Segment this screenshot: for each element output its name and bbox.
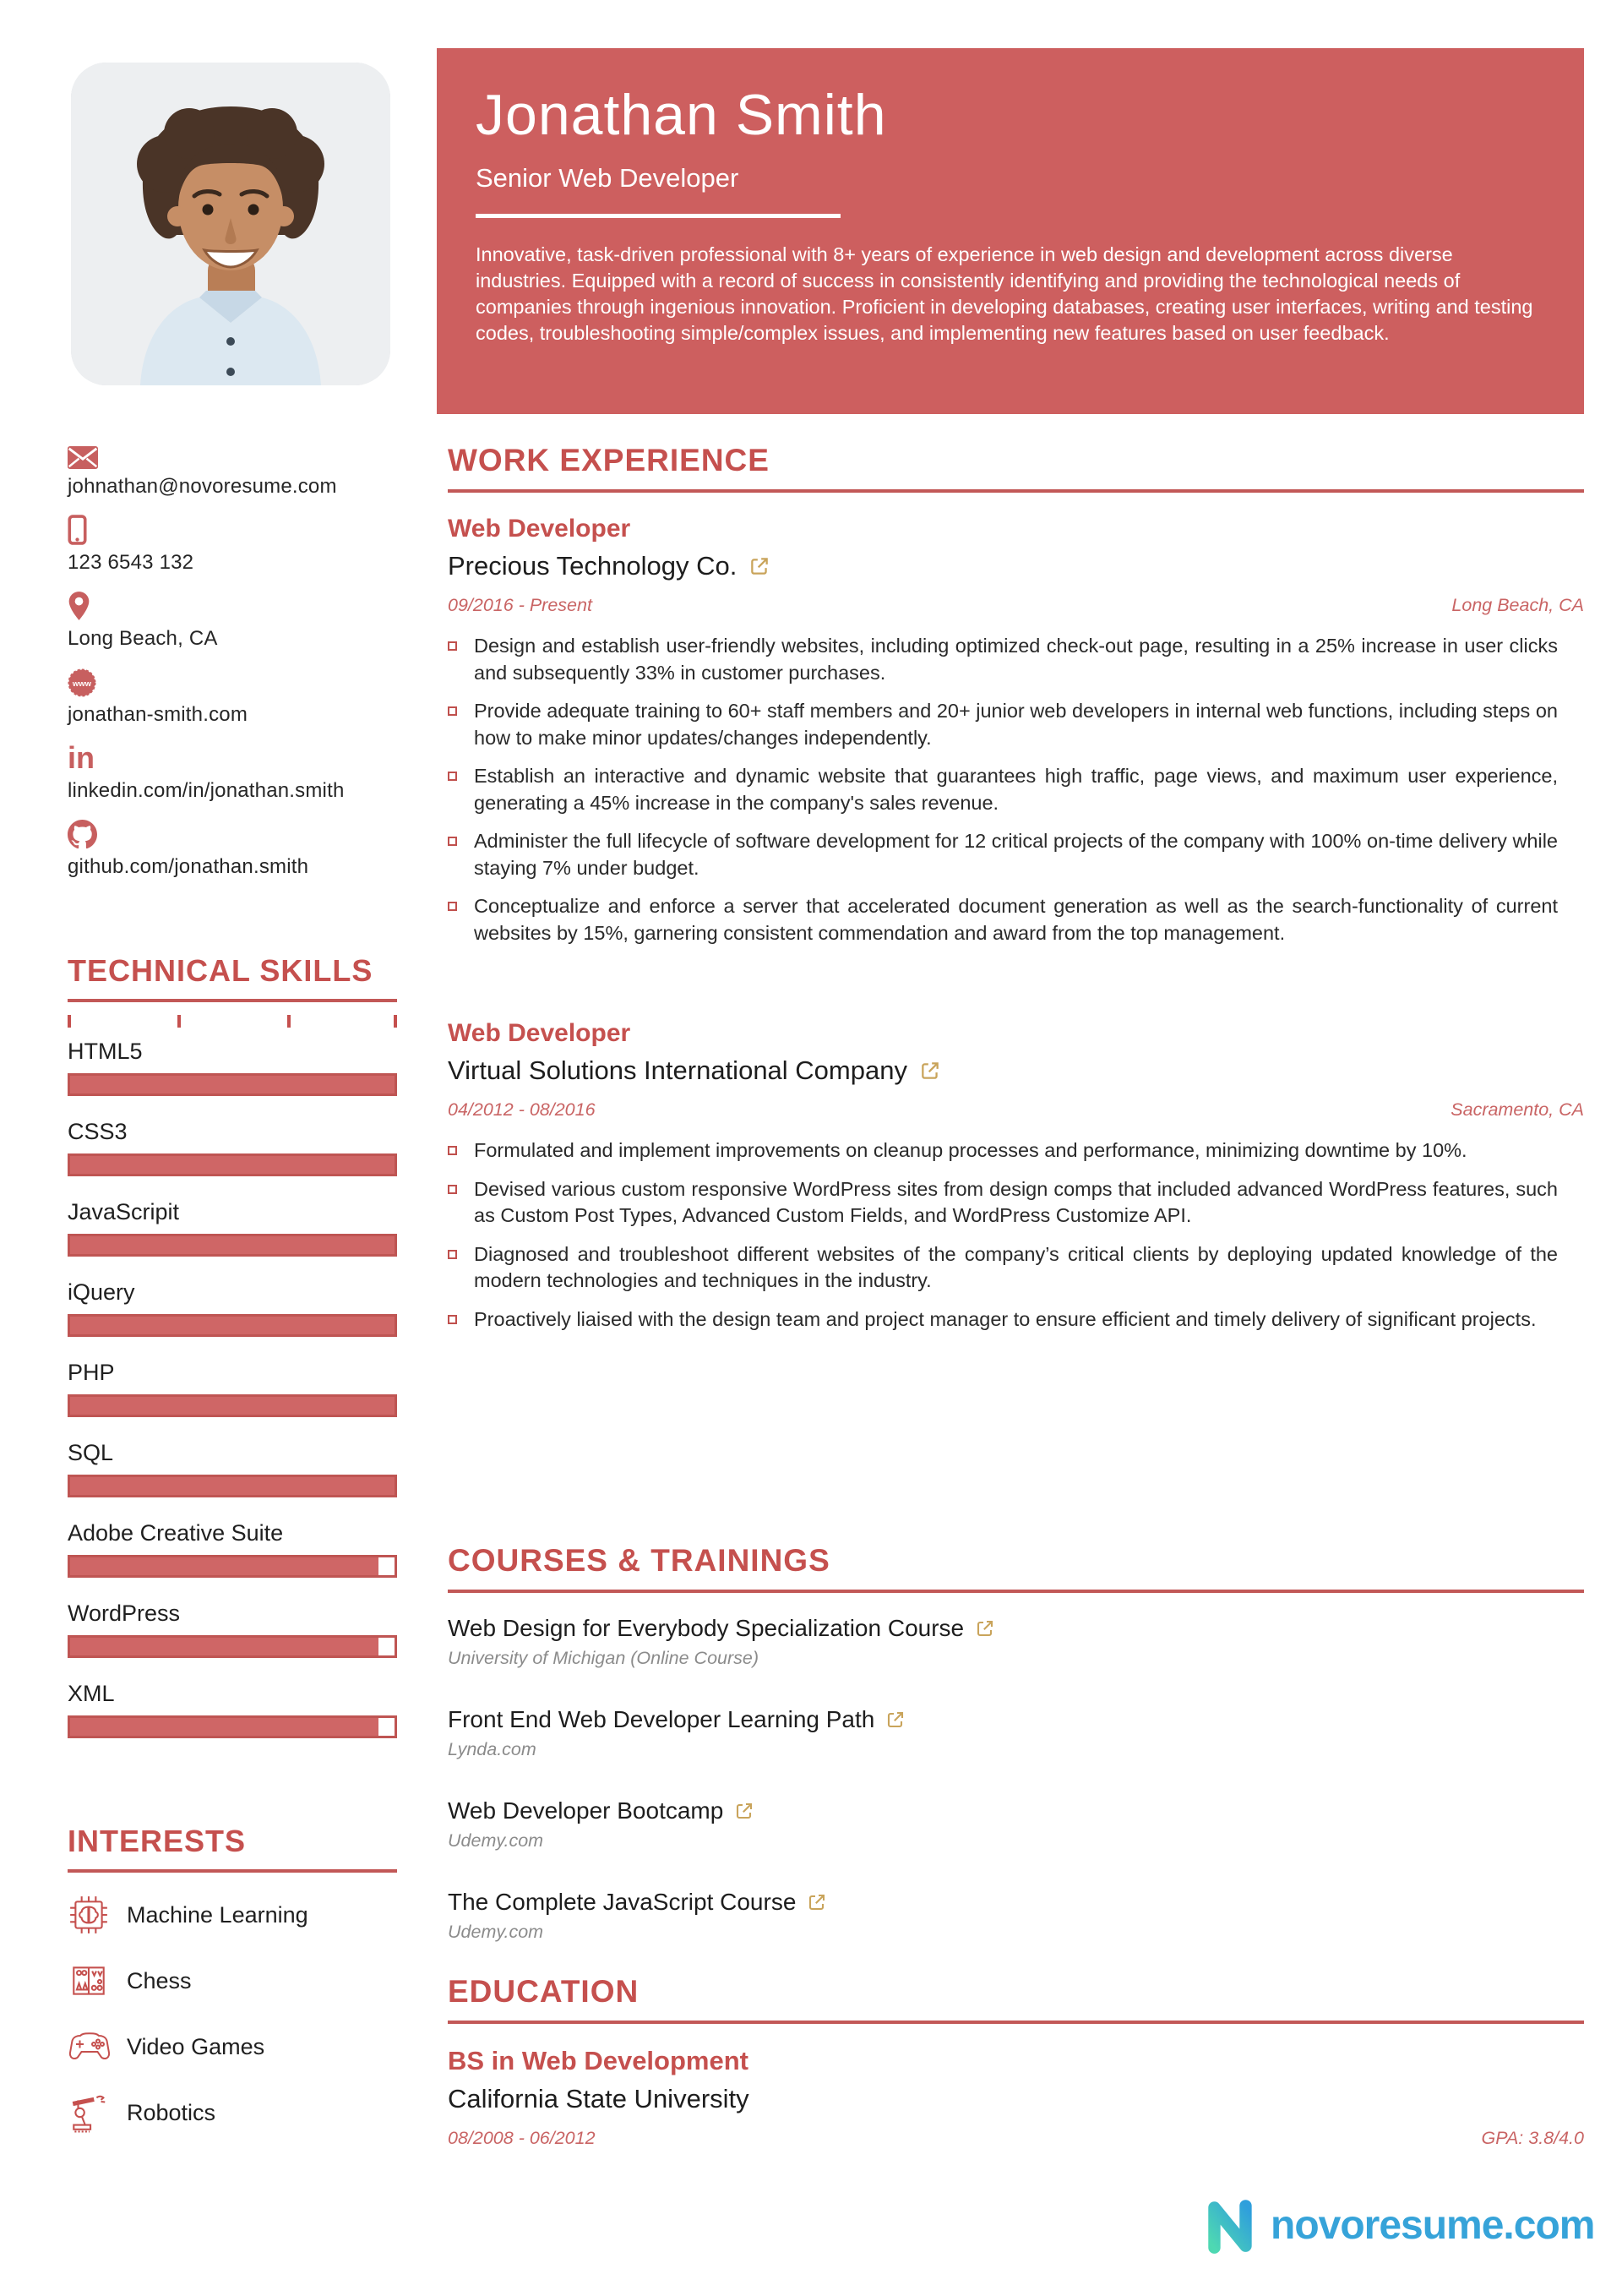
bullet-square-icon	[448, 902, 457, 911]
education-title: EDUCATION	[448, 1974, 1584, 2024]
job-bullet	[448, 1176, 1584, 1230]
bullet-text: Establish an interactive and dynamic website that guarantees high traffic, page views, and maximum user experience, generating a 45% increase in the company's sales revenue.	[474, 765, 1558, 814]
linkedin-value[interactable]: linkedin.com/in/jonathan.smith	[68, 779, 345, 802]
skill-bar	[68, 1234, 397, 1257]
skill-name: PHP	[68, 1360, 115, 1385]
education-section	[448, 1974, 1584, 2149]
skill-name: XML	[68, 1681, 115, 1706]
skill-name: Adobe Creative Suite	[68, 1520, 284, 1546]
technical-skills-title: TECHNICAL SKILLS	[68, 953, 397, 1002]
external-link-icon[interactable]	[885, 1710, 906, 1730]
novoresume-logo-icon	[1200, 2194, 1262, 2256]
skill-item	[68, 1039, 397, 1096]
profile-summary: Innovative, task-driven professional with 8+ years of experience in web design and development across diverse industries. Equipped with a record of success in consistently identifying and providing the technological needs of companies through ingenious innovation. Proficient in developing databases, creating user interfaces, writing and testing codes, troubleshooting simple/complex issues, and implementing new features based on user feedback.	[476, 243, 1533, 344]
external-link-icon[interactable]	[734, 1801, 754, 1821]
skill-bar	[68, 1715, 397, 1738]
skill-bar-fill	[70, 1397, 395, 1415]
skill-bar-fill	[70, 1156, 395, 1174]
bullet-text: Design and establish user-friendly websites, including optimized check-out page, resulting in a 25% increase in user clicks and subsequently 33% in customer purchases.	[474, 635, 1558, 684]
job-bullet	[448, 633, 1584, 686]
github-value[interactable]: github.com/jonathan.smith	[68, 855, 309, 878]
courses-section	[448, 1543, 1584, 1980]
skill-bar	[68, 1475, 397, 1497]
technical-skills-section	[68, 953, 397, 1761]
chess-icon	[68, 1960, 115, 2002]
bullet-square-icon	[448, 1146, 457, 1155]
bullet-text: Devised various custom responsive WordPress sites from design comps that included advanced WordPress features, such as Custom Post Types, Advanced Custom Fields, and WordPress Customize API.	[474, 1177, 1558, 1226]
interest-label: Machine Learning	[127, 1901, 308, 1928]
skill-item	[68, 1279, 397, 1337]
degree-name: BS in Web Development	[448, 2046, 748, 2075]
bullet-text: Administer the full lifecycle of software development for 12 critical projects of the company with 100% on-time delivery while staying 7% under budget.	[474, 830, 1558, 879]
interest-item	[68, 1891, 397, 1939]
job-entry	[448, 515, 1584, 946]
linkedin-icon: in	[68, 740, 95, 775]
svg-text:www: www	[72, 679, 92, 689]
course-provider: Udemy.com	[448, 1830, 544, 1851]
skill-bar	[68, 1073, 397, 1096]
skill-scale-ruler	[68, 1015, 397, 1028]
skill-name: WordPress	[68, 1601, 181, 1626]
skill-bar	[68, 1555, 397, 1578]
interest-item	[68, 2023, 397, 2070]
job-bullet	[448, 1137, 1584, 1164]
phone-icon	[68, 516, 399, 545]
novoresume-brand[interactable]	[1200, 2194, 1594, 2256]
bullet-square-icon	[448, 641, 457, 651]
job-period: 09/2016 - Present	[448, 595, 592, 615]
job-period: 04/2012 - 08/2016	[448, 1099, 596, 1120]
location-icon	[68, 592, 399, 621]
school-name: California State University	[448, 2084, 749, 2113]
skill-name: CSS3	[68, 1119, 128, 1144]
skill-item	[68, 1601, 397, 1658]
scale-tick	[287, 1015, 291, 1028]
location-value: Long Beach, CA	[68, 627, 218, 650]
education-gpa: GPA: 3.8/4.0	[1481, 2128, 1584, 2148]
bullet-text: Provide adequate training to 60+ staff members and 20+ junior web developers in internal web functions, including steps on how to make minor updates/changes independently.	[474, 700, 1558, 749]
bullet-square-icon	[448, 1185, 457, 1194]
person-name: Jonathan Smith	[476, 83, 887, 147]
course-item	[448, 1797, 1584, 1852]
job-title: Web Developer	[448, 515, 631, 543]
course-provider: Udemy.com	[448, 1922, 544, 1942]
profile-photo-illustration	[71, 63, 390, 385]
brand-text: novoresume.com	[1271, 2202, 1595, 2248]
work-experience-section	[448, 443, 1584, 1344]
bullet-square-icon	[448, 706, 457, 716]
skill-bar	[68, 1635, 397, 1658]
header-banner	[437, 48, 1584, 414]
skill-item	[68, 1681, 397, 1738]
interest-label: Robotics	[127, 2099, 216, 2125]
course-provider: University of Michigan (Online Course)	[448, 1648, 759, 1668]
education-period: 08/2008 - 06/2012	[448, 2128, 596, 2148]
course-name: Web Developer Bootcamp	[448, 1797, 724, 1824]
job-location: Long Beach, CA	[1451, 595, 1584, 615]
work-experience-title: WORK EXPERIENCE	[448, 443, 1584, 493]
job-entry	[448, 1019, 1584, 1333]
profile-photo	[71, 63, 390, 385]
machine-learning-icon	[68, 1894, 115, 1936]
course-item	[448, 1706, 1584, 1760]
phone-value: 123 6543 132	[68, 551, 194, 574]
scale-tick	[68, 1015, 71, 1028]
skill-item	[68, 1520, 397, 1578]
job-bullet	[448, 763, 1584, 816]
robotics-icon	[68, 2091, 115, 2134]
bullet-square-icon	[448, 1250, 457, 1259]
job-bullet	[448, 828, 1584, 881]
skill-bar-fill	[70, 1076, 395, 1093]
interest-item	[68, 1957, 397, 2004]
skill-bar-fill	[70, 1477, 395, 1495]
skill-bar-fill	[70, 1557, 378, 1575]
contact-item-phone	[68, 516, 399, 575]
interests-title: INTERESTS	[68, 1824, 397, 1873]
email-value[interactable]: johnathan@novoresume.com	[68, 475, 337, 498]
skill-bar-fill	[70, 1236, 395, 1254]
website-icon	[68, 668, 399, 697]
skill-name: HTML5	[68, 1039, 143, 1064]
person-job-title: Senior Web Developer	[476, 163, 739, 193]
email-icon	[68, 440, 399, 469]
external-link-icon[interactable]	[975, 1618, 995, 1639]
video-games-icon	[68, 2030, 115, 2064]
skill-item	[68, 1199, 397, 1257]
course-name: The Complete JavaScript Course	[448, 1889, 797, 1915]
bullet-text: Formulated and implement improvements on cleanup processes and performance, minimizing downtime by 10%.	[474, 1139, 1467, 1161]
contact-item-location	[68, 592, 399, 651]
external-link-icon[interactable]	[919, 1060, 941, 1082]
contact-section	[68, 440, 399, 897]
job-title: Web Developer	[448, 1019, 631, 1047]
github-icon	[68, 821, 399, 849]
skill-name: JavaScripit	[68, 1199, 180, 1224]
bullet-text: Conceptualize and enforce a server that accelerated document generation as well as the search-functionality of current websites by 15%, garnering consistent commendation and award from the top management.	[474, 895, 1558, 944]
bullet-text: Proactively liaised with the design team and project manager to ensure efficient and timely delivery of significant projects.	[474, 1307, 1537, 1330]
job-bullet	[448, 698, 1584, 751]
interests-section	[68, 1824, 397, 2136]
course-name: Web Design for Everybody Specialization Course	[448, 1615, 965, 1641]
course-item	[448, 1615, 1584, 1669]
course-provider: Lynda.com	[448, 1739, 536, 1759]
external-link-icon[interactable]	[748, 555, 770, 577]
courses-title: COURSES & TRAININGS	[448, 1543, 1584, 1593]
contact-item-github	[68, 821, 399, 879]
interest-item	[68, 2089, 397, 2136]
bullet-square-icon	[448, 837, 457, 846]
bullet-text: Diagnosed and troubleshoot different websites of the company’s critical clients by deploying updated knowledge of the modern technologies and techniques in the industry.	[474, 1242, 1558, 1291]
skill-bar-fill	[70, 1718, 378, 1736]
bullet-square-icon	[448, 1315, 457, 1324]
course-item	[448, 1889, 1584, 1943]
course-name: Front End Web Developer Learning Path	[448, 1706, 875, 1732]
scale-tick	[394, 1015, 397, 1028]
bullet-square-icon	[448, 772, 457, 781]
interest-label: Video Games	[127, 2033, 265, 2059]
skill-bar	[68, 1153, 397, 1176]
company-name: Virtual Solutions International Company	[448, 1055, 907, 1085]
skill-item	[68, 1440, 397, 1497]
job-bullet	[448, 1306, 1584, 1333]
scale-tick	[177, 1015, 181, 1028]
skill-name: iQuery	[68, 1279, 135, 1305]
header-divider	[476, 214, 841, 218]
skill-bar	[68, 1314, 397, 1337]
skill-bar-fill	[70, 1638, 378, 1655]
skill-name: SQL	[68, 1440, 114, 1465]
skill-bar	[68, 1394, 397, 1417]
external-link-icon[interactable]	[807, 1892, 827, 1912]
job-location: Sacramento, CA	[1451, 1099, 1584, 1120]
website-value[interactable]: jonathan-smith.com	[68, 703, 248, 726]
interest-label: Chess	[127, 1967, 192, 1993]
skill-bar-fill	[70, 1317, 395, 1334]
contact-item-linkedin	[68, 740, 399, 803]
contact-item-website	[68, 668, 399, 727]
skill-item	[68, 1119, 397, 1176]
contact-item-email	[68, 440, 399, 499]
job-bullet	[448, 1241, 1584, 1295]
skill-item	[68, 1360, 397, 1417]
company-name: Precious Technology Co.	[448, 551, 738, 581]
job-bullet	[448, 893, 1584, 946]
